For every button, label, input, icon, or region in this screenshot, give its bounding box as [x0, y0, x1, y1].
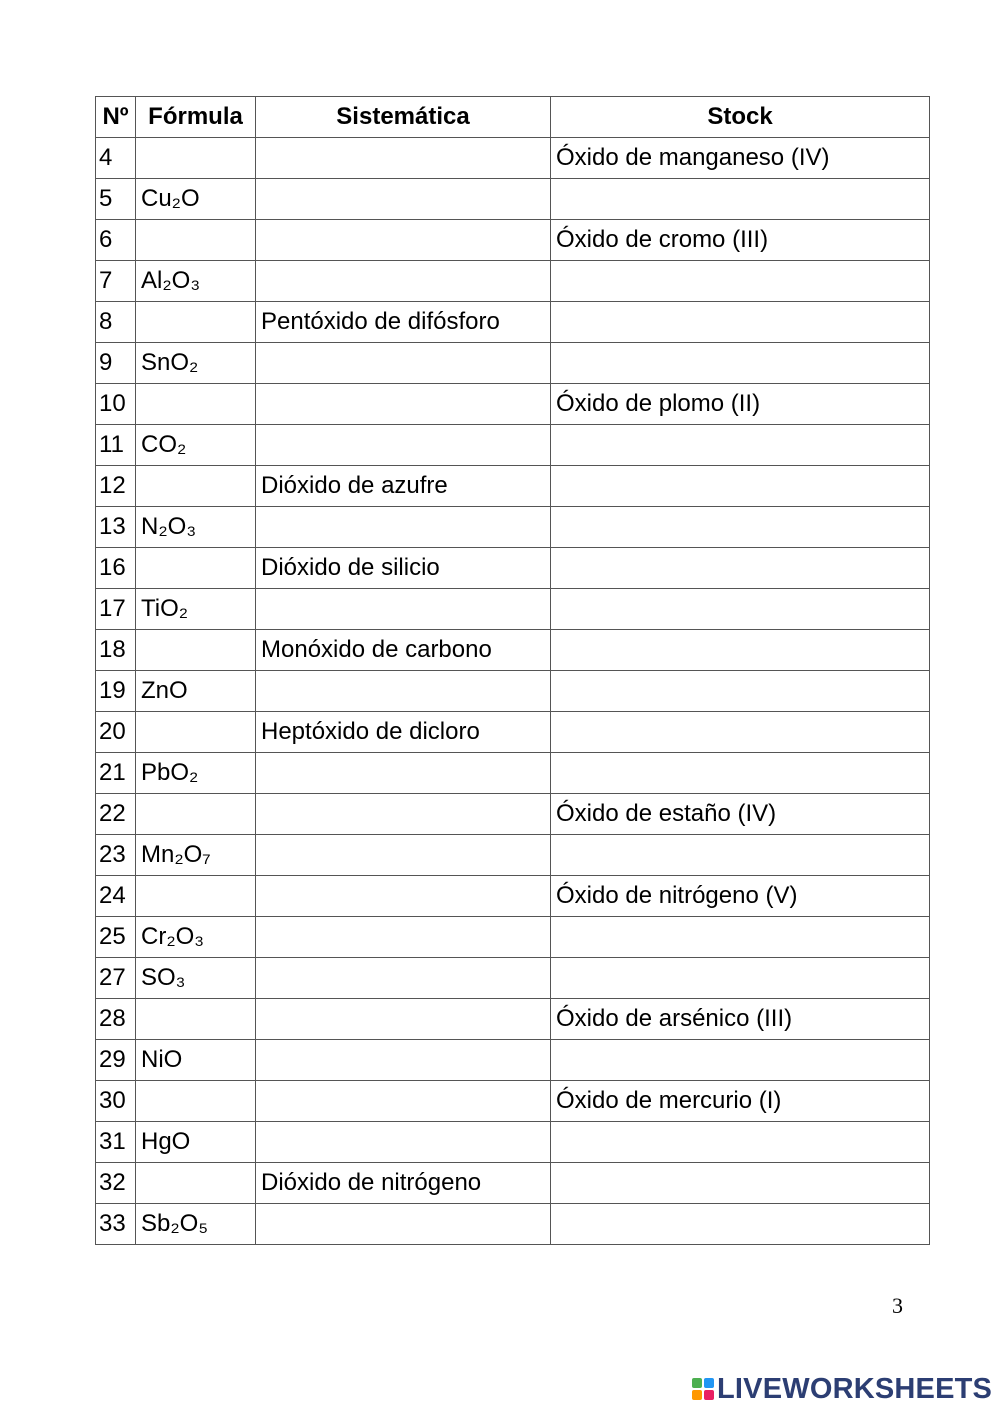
table-row [96, 466, 930, 507]
cell-systematic [256, 835, 551, 876]
cell-number: 20 [96, 712, 136, 753]
cell-stock [551, 343, 930, 384]
cell-systematic: Pentóxido de difósforo [256, 302, 551, 343]
cell-formula [136, 138, 256, 179]
logo-tile [704, 1390, 714, 1400]
cell-systematic [256, 671, 551, 712]
table-row [96, 958, 930, 999]
cell-systematic [256, 1040, 551, 1081]
cell-formula: Cr₂O₃ [136, 917, 256, 958]
cell-systematic [256, 220, 551, 261]
table-row [96, 999, 930, 1040]
table-row [96, 507, 930, 548]
cell-stock [551, 1163, 930, 1204]
table-row [96, 712, 930, 753]
table-row [96, 630, 930, 671]
cell-number: 5 [96, 179, 136, 220]
table-row [96, 343, 930, 384]
cell-number: 16 [96, 548, 136, 589]
cell-formula [136, 1163, 256, 1204]
cell-systematic [256, 179, 551, 220]
cell-systematic [256, 753, 551, 794]
cell-stock [551, 712, 930, 753]
cell-stock [551, 1040, 930, 1081]
cell-formula [136, 548, 256, 589]
oxides-table [95, 96, 930, 1245]
cell-formula: Mn₂O₇ [136, 835, 256, 876]
header-stock: Stock [551, 97, 930, 138]
table-row [96, 589, 930, 630]
cell-formula [136, 220, 256, 261]
cell-stock: Óxido de estaño (IV) [551, 794, 930, 835]
brand-name: LIVEWORKSHEETS [717, 1372, 993, 1405]
cell-formula [136, 712, 256, 753]
cell-formula: Al₂O₃ [136, 261, 256, 302]
cell-systematic: Dióxido de silicio [256, 548, 551, 589]
cell-stock [551, 548, 930, 589]
cell-stock: Óxido de plomo (II) [551, 384, 930, 425]
cell-stock [551, 1122, 930, 1163]
cell-stock: Óxido de nitrógeno (V) [551, 876, 930, 917]
cell-systematic: Monóxido de carbono [256, 630, 551, 671]
cell-number: 32 [96, 1163, 136, 1204]
page-number: 3 [892, 1293, 903, 1318]
cell-number: 6 [96, 220, 136, 261]
cell-number: 29 [96, 1040, 136, 1081]
cell-formula: CO₂ [136, 425, 256, 466]
cell-stock [551, 671, 930, 712]
cell-stock [551, 917, 930, 958]
cell-stock [551, 507, 930, 548]
cell-systematic [256, 1204, 551, 1245]
table-row [96, 384, 930, 425]
cell-stock [551, 835, 930, 876]
cell-number: 7 [96, 261, 136, 302]
cell-number: 4 [96, 138, 136, 179]
cell-stock [551, 466, 930, 507]
cell-number: 19 [96, 671, 136, 712]
cell-systematic [256, 384, 551, 425]
table-row [96, 548, 930, 589]
cell-systematic [256, 261, 551, 302]
cell-stock [551, 425, 930, 466]
cell-number: 27 [96, 958, 136, 999]
cell-stock [551, 179, 930, 220]
header-formula: Fórmula [136, 97, 256, 138]
cell-number: 10 [96, 384, 136, 425]
table-row [96, 835, 930, 876]
cell-stock: Óxido de mercurio (I) [551, 1081, 930, 1122]
logo-tile [704, 1378, 714, 1388]
cell-number: 8 [96, 302, 136, 343]
cell-number: 22 [96, 794, 136, 835]
cell-number: 11 [96, 425, 136, 466]
table-row [96, 302, 930, 343]
cell-systematic: Dióxido de azufre [256, 466, 551, 507]
cell-formula: PbO₂ [136, 753, 256, 794]
table-row [96, 138, 930, 179]
cell-formula [136, 999, 256, 1040]
table-row [96, 425, 930, 466]
cell-formula: Sb₂O₅ [136, 1204, 256, 1245]
cell-stock [551, 261, 930, 302]
cell-stock [551, 630, 930, 671]
cell-systematic [256, 425, 551, 466]
logo-tile [692, 1390, 702, 1400]
liveworksheets-brand [692, 1372, 992, 1406]
cell-number: 21 [96, 753, 136, 794]
cell-stock [551, 753, 930, 794]
cell-number: 17 [96, 589, 136, 630]
cell-formula: Cu₂O [136, 179, 256, 220]
cell-stock: Óxido de cromo (III) [551, 220, 930, 261]
table-row [96, 917, 930, 958]
cell-systematic: Heptóxido de dicloro [256, 712, 551, 753]
cell-formula [136, 302, 256, 343]
table-header-row [96, 97, 930, 138]
table-row [96, 1204, 930, 1245]
cell-formula [136, 794, 256, 835]
cell-formula: ZnO [136, 671, 256, 712]
cell-systematic: Dióxido de nitrógeno [256, 1163, 551, 1204]
cell-systematic [256, 999, 551, 1040]
table-row [96, 1163, 930, 1204]
table-row [96, 753, 930, 794]
cell-systematic [256, 794, 551, 835]
cell-formula [136, 384, 256, 425]
cell-stock: Óxido de arsénico (III) [551, 999, 930, 1040]
cell-formula: N₂O₃ [136, 507, 256, 548]
cell-formula: SO₃ [136, 958, 256, 999]
cell-formula: NiO [136, 1040, 256, 1081]
cell-number: 31 [96, 1122, 136, 1163]
table-row [96, 1040, 930, 1081]
cell-systematic [256, 138, 551, 179]
cell-number: 25 [96, 917, 136, 958]
cell-number: 23 [96, 835, 136, 876]
cell-systematic [256, 1081, 551, 1122]
table-row [96, 179, 930, 220]
cell-number: 12 [96, 466, 136, 507]
table-row [96, 220, 930, 261]
liveworksheets-logo-icon [692, 1378, 714, 1400]
cell-formula: HgO [136, 1122, 256, 1163]
cell-systematic [256, 589, 551, 630]
cell-stock [551, 589, 930, 630]
cell-formula [136, 876, 256, 917]
cell-number: 9 [96, 343, 136, 384]
cell-number: 28 [96, 999, 136, 1040]
cell-systematic [256, 1122, 551, 1163]
header-systematic: Sistemática [256, 97, 551, 138]
header-number: Nº [96, 97, 136, 138]
cell-number: 24 [96, 876, 136, 917]
cell-stock [551, 1204, 930, 1245]
cell-number: 30 [96, 1081, 136, 1122]
cell-systematic [256, 343, 551, 384]
table-row [96, 876, 930, 917]
cell-systematic [256, 876, 551, 917]
table-row [96, 1122, 930, 1163]
table-row [96, 261, 930, 302]
cell-stock: Óxido de manganeso (IV) [551, 138, 930, 179]
table-row [96, 1081, 930, 1122]
cell-number: 18 [96, 630, 136, 671]
cell-number: 13 [96, 507, 136, 548]
cell-stock [551, 302, 930, 343]
table-row [96, 671, 930, 712]
cell-formula [136, 1081, 256, 1122]
cell-stock [551, 958, 930, 999]
cell-number: 33 [96, 1204, 136, 1245]
cell-systematic [256, 958, 551, 999]
cell-formula [136, 630, 256, 671]
table-row [96, 794, 930, 835]
cell-formula [136, 466, 256, 507]
cell-formula: SnO₂ [136, 343, 256, 384]
cell-formula: TiO₂ [136, 589, 256, 630]
logo-tile [692, 1378, 702, 1388]
cell-systematic [256, 917, 551, 958]
cell-systematic [256, 507, 551, 548]
